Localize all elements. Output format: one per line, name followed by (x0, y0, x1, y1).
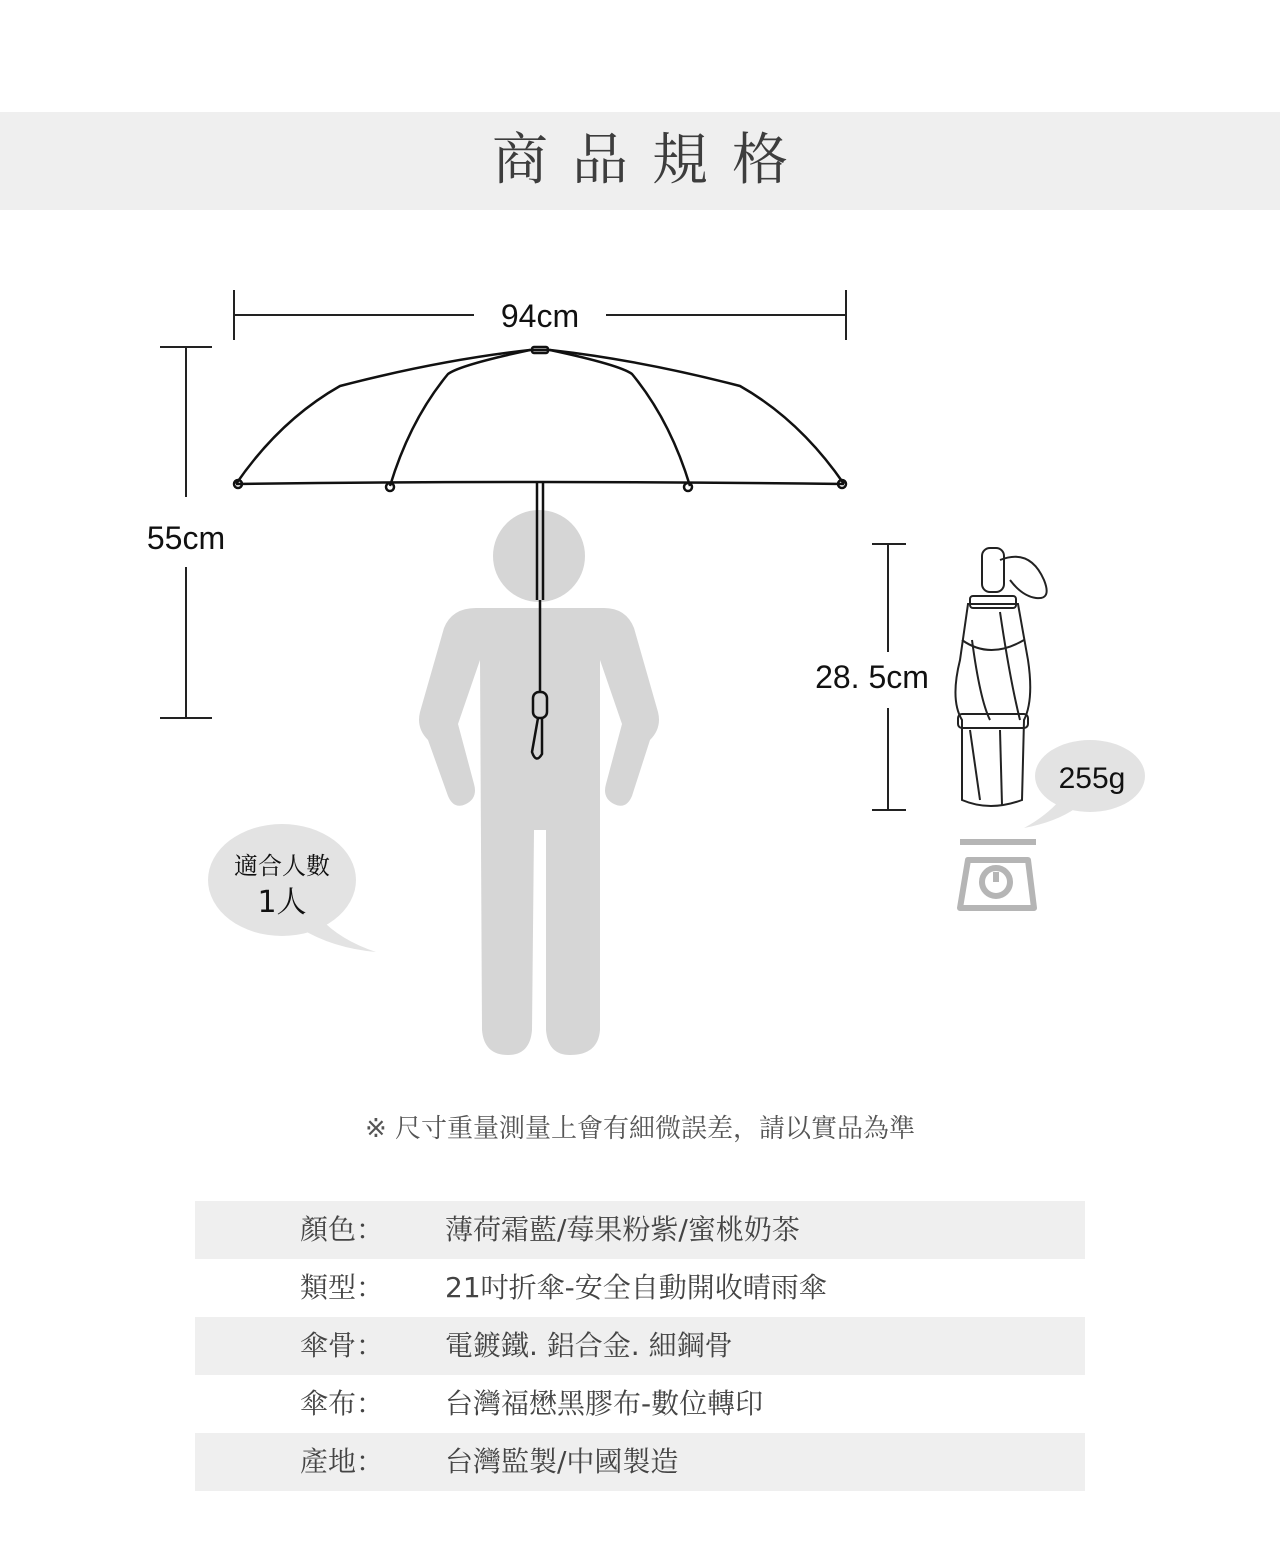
scale-icon (960, 842, 1036, 908)
spec-row-fabric (195, 1375, 1085, 1433)
spec-value: 電鍍鐵. 鋁合金. 細鋼骨 (445, 1329, 733, 1362)
spec-value: 21吋折傘-安全自動開收晴雨傘 (445, 1271, 827, 1304)
spec-label: 類型： (300, 1271, 385, 1304)
spec-row-frame (195, 1317, 1085, 1375)
measurement-note: ※ 尺寸重量測量上會有細微誤差，請以實品為準 (364, 1114, 916, 1144)
capacity-value: 1人 (257, 885, 307, 920)
width-label: 94cm (500, 298, 580, 334)
spec-label: 傘骨： (300, 1329, 385, 1362)
weight-label: 255g (1058, 762, 1126, 795)
spec-row-color (195, 1201, 1085, 1259)
spec-label: 產地： (300, 1445, 385, 1478)
capacity-bubble (208, 824, 376, 952)
height-label: 55cm (146, 520, 226, 556)
folded-length-label: 28. 5cm (815, 659, 929, 695)
spec-row-origin (195, 1433, 1085, 1491)
spec-label: 顏色： (300, 1213, 385, 1246)
spec-row-type (195, 1259, 1085, 1317)
page-title: 商品規格 (492, 128, 812, 193)
spec-value: 台灣監製/中國製造 (445, 1445, 679, 1478)
capacity-label: 適合人數 (234, 852, 330, 880)
person-silhouette (419, 510, 659, 1055)
spec-value: 台灣福懋黑膠布-數位轉印 (445, 1387, 764, 1420)
weight-bubble (1024, 740, 1145, 828)
spec-value: 薄荷霜藍/莓果粉紫/蜜桃奶茶 (445, 1213, 800, 1246)
folded-umbrella (955, 548, 1046, 806)
spec-table (195, 1201, 1085, 1491)
spec-label: 傘布： (300, 1387, 385, 1420)
